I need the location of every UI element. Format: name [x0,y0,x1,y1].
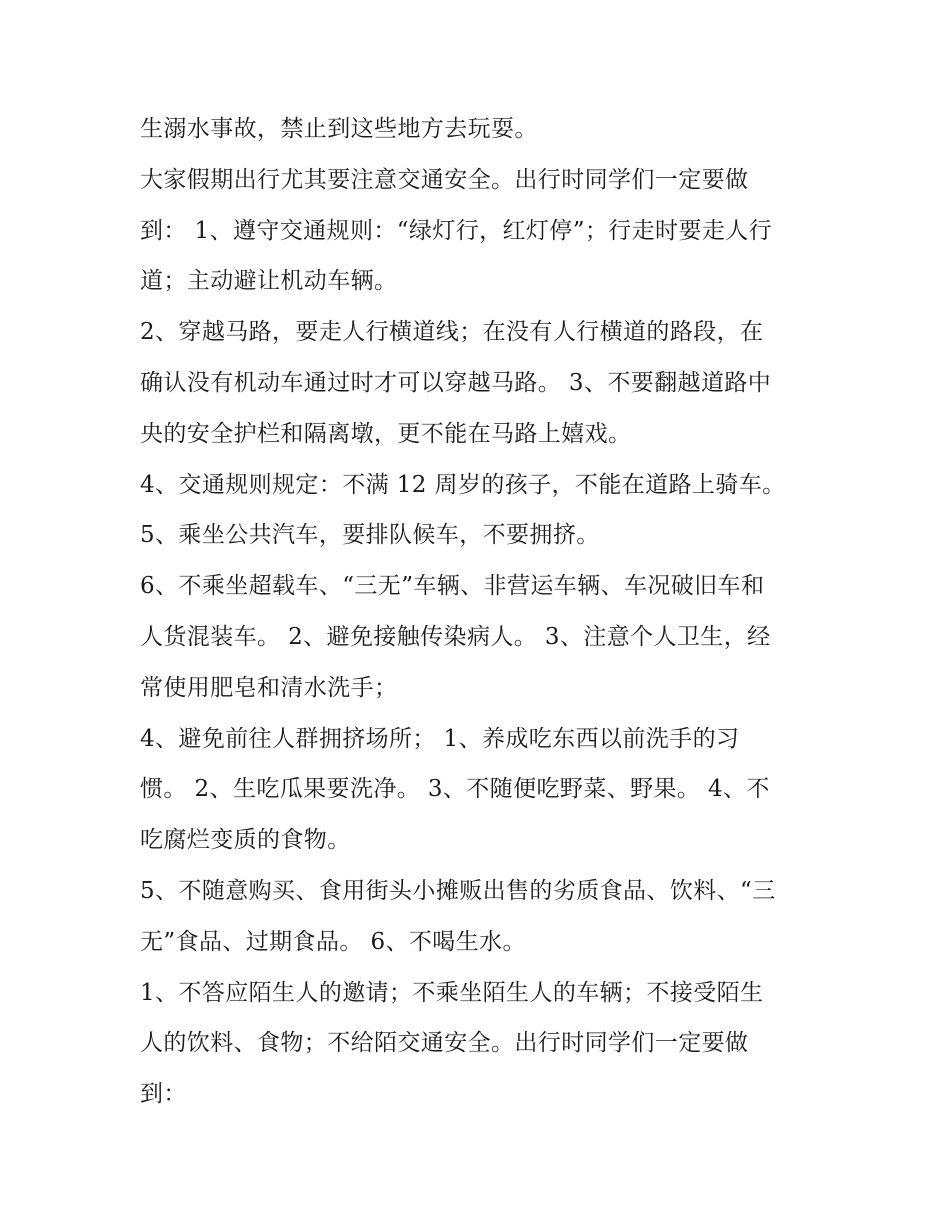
text-line: 人货混装车。 2、避免接触传染病人。 3、注意个人卫生，经 [140,623,771,650]
document-body [140,104,820,1120]
text-line: 4、避免前往人群拥挤场所； 1、养成吃东西以前洗手的习 [140,725,740,752]
text-line: 惯。 2、生吃瓜果要洗净。 3、不随便吃野菜、野果。 4、不 [140,776,770,803]
text-line: 人的饮料、食物；不给陌交通安全。出行时同学们一定要做 [140,1030,749,1057]
text-line: 生溺水事故，禁止到这些地方去玩耍。 [140,116,538,142]
text-line: 央的安全护栏和隔离墩，更不能在马路上嬉戏。 [140,420,632,447]
text-line: 到： 1、遵守交通规则：“绿灯行，红灯停”；行走时要走人行 [140,217,773,244]
text-line: 2、穿越马路，要走人行横道线；在没有人行横道的路段，在 [140,319,764,346]
text-line: 确认没有机动车通过时才可以穿越马路。 3、不要翻越道路中 [140,369,772,396]
text-line: 1、不答应陌生人的邀请；不乘坐陌生人的车辆；不接受陌生 [140,979,764,1006]
text-line: 5、不随意购买、食用街头小摊贩出售的劣质食品、饮料、“三 [140,877,776,904]
text-line: 到： [140,1081,187,1108]
text-line: 吃腐烂变质的食物。 [140,827,351,854]
text-line: 大家假期出行尤其要注意交通安全。出行时同学们一定要做 [140,166,749,193]
text-line: 4、交通规则规定：不满 12 周岁的孩子，不能在道路上骑车。 [140,471,786,498]
text-line: 6、不乘坐超载车、“三无”车辆、非营运车辆、车况破旧车和 [140,573,765,600]
text-line: 常使用肥皂和清水洗手； [140,674,398,701]
text-line: 道；主动避让机动车辆。 [140,268,398,295]
text-line: 无”食品、过期食品。 6、不喝生水。 [140,928,526,955]
text-line: 5、乘坐公共汽车，要排队候车，不要拥挤。 [140,522,600,549]
